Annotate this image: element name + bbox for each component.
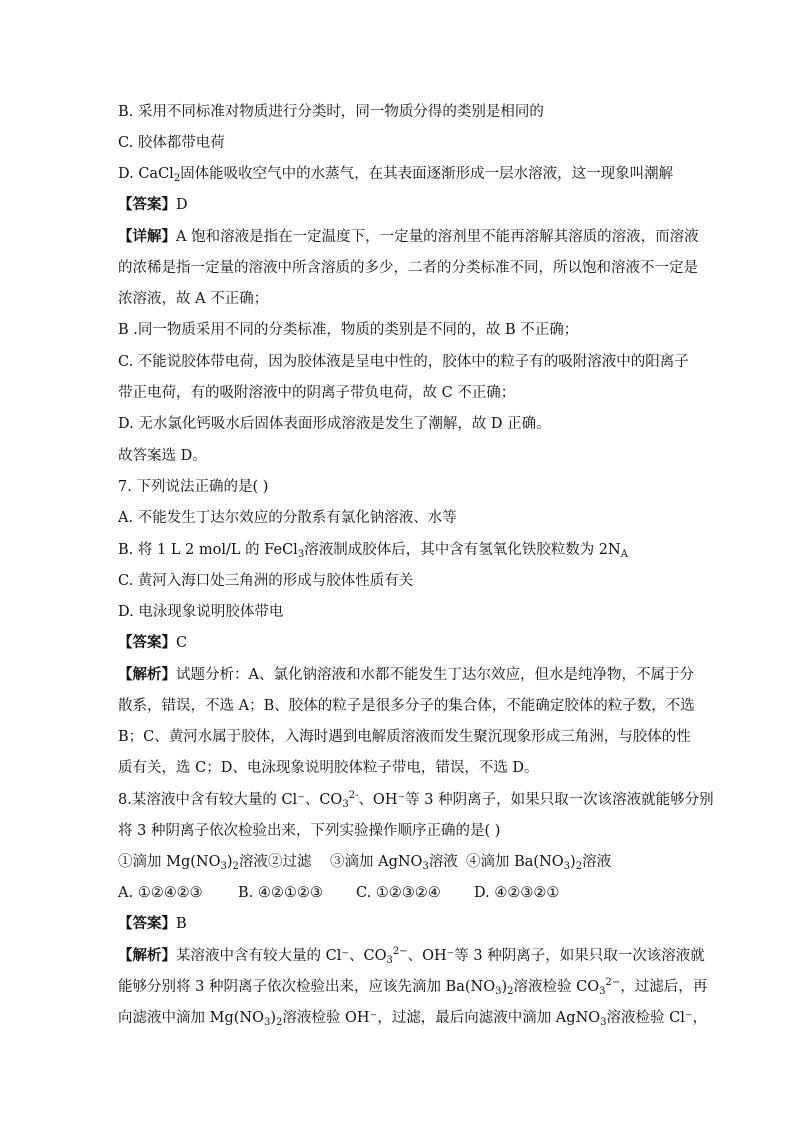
q8-answer: 【答案】B: [118, 915, 187, 932]
q8-analysis-line: 向滤液中滴加 $Mg(NO_3)_2$溶液检验 OH⁻，过滤，最后向滤液中滴加 AgNO$_3$溶液检验 Cl⁻，: [118, 1010, 708, 1028]
q7-option-d: D. 电泳现象说明胶体带电: [118, 604, 284, 620]
q8-choice-c: C. ①②③②④: [356, 885, 441, 901]
q8-stem-line: 8.某溶液中含有较大量的 Cl⁻、$CO_3^{2-}$、OH⁻等 3 种阴离子，如果只取一次该溶液就能够分别: [118, 790, 714, 810]
q8-stem-line: 将 3 种阴离子依次检验出来，下列实验操作顺序正确的是( ): [118, 823, 501, 839]
q7-answer: 【答案】C: [118, 634, 188, 651]
q7-analysis-line: 【解析】试题分析：A、氯化钠溶液和水都不能发生丁达尔效应，但水是纯净物，不属于分: [118, 666, 694, 683]
q8-choice-a: A. ①②④②③: [118, 885, 203, 901]
q7-option-b: B. 将 1 L 2 mol/L 的 FeCl$_3$溶液制成胶体后，其中含有氢氧化铁胶粒数为 $2N_A$: [118, 542, 628, 560]
q6-answer: 【答案】D: [118, 196, 188, 213]
q8-step-4: ④滴加 $Ba(NO_3)_2$溶液: [466, 854, 612, 872]
q6-detail-line: C. 不能说胶体带电荷，因为胶体液是呈电中性的，胶体中的粒子有的吸附溶液中的阳离子: [118, 354, 689, 370]
q7-analysis-line: 散系，错误，不选 A；B、胶体的粒子是很多分子的集合体，不能确定胶体的粒子数，不选: [118, 698, 695, 714]
q8-step-3: ③滴加 AgNO$_3$溶液: [330, 854, 458, 872]
q6-option-c: C. 胶体都带电荷: [118, 135, 225, 151]
q8-choice-d: D. ④②③②①: [474, 885, 560, 901]
q6-option-d: D. CaCl$_2$固体能吸收空气中的水蒸气，在其表面逐渐形成一层水溶液，这一现象叫潮解: [118, 166, 674, 184]
q6-detail-line: B .同一物质采用不同的分类标准，物质的类别是不同的，故 B 不正确；: [118, 322, 579, 338]
q7-analysis-line: 质有关，选 C；D、电泳现象说明胶体粒子带电，错误，不选 D。: [118, 760, 539, 776]
q6-conclusion: 故答案选 D。: [118, 448, 207, 464]
q6-detail-line: D. 无水氯化钙吸水后固体表面形成溶液是发生了潮解，故 D 正确。: [118, 416, 551, 432]
q7-option-a: A. 不能发生丁达尔效应的分散系有氯化钠溶液、水等: [118, 510, 457, 526]
q8-analysis-line: 【解析】某溶液中含有较大量的 Cl⁻、$CO_3^{2-}$、OH⁻等 3 种阴离子，如果只取一次该溶液就: [118, 946, 705, 966]
q8-step-1: ①滴加 $Mg(NO_3)_2$溶液: [118, 854, 268, 872]
q6-detail-line: 【详解】A 饱和溶液是指在一定温度下，一定量的溶剂里不能再溶解其溶质的溶液，而溶液: [118, 228, 699, 245]
q8-step-2: ②过滤: [268, 854, 312, 870]
q7-stem: 7. 下列说法正确的是( ): [118, 479, 269, 495]
q8-choice-b: B. ④②①②③: [238, 885, 323, 901]
q7-option-c: C. 黄河入海口处三角洲的形成与胶体性质有关: [118, 573, 414, 589]
q6-detail-line: 带正电荷，有的吸附溶液中的阴离子带负电荷，故 C 不正确；: [118, 385, 516, 401]
q6-detail-line: 的浓稀是指一定量的溶液中所含溶质的多少，二者的分类标准不同，所以饱和溶液不一定是: [118, 260, 698, 276]
q7-analysis-line: B；C、黄河水属于胶体，入海时遇到电解质溶液而发生聚沉现象形成三角洲，与胶体的性: [118, 729, 691, 745]
q6-detail-line: 浓溶液，故 A 不正确；: [118, 291, 269, 307]
q8-analysis-line: 能够分别将 3 种阴离子依次检验出来，应该先滴加 $Ba(NO_3)_2$溶液检验 $CO_3^{2-}$，过滤后，再: [118, 977, 708, 997]
q6-option-b: B. 采用不同标准对物质进行分类时，同一物质分得的类别是相同的: [118, 104, 544, 120]
